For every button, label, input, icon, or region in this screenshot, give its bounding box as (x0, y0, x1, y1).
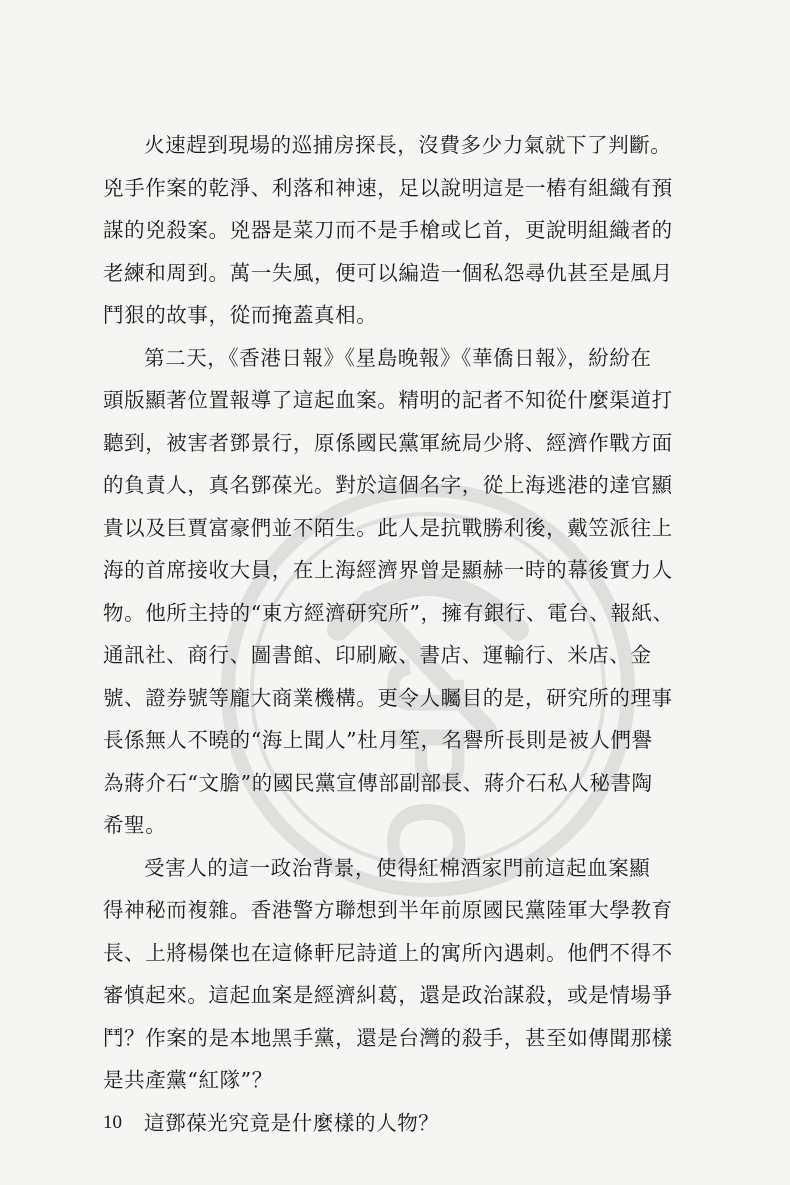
paragraph-line: 貴以及巨賈富豪們並不陌生。此人是抗戰勝利後，戴笠派往上 (103, 515, 673, 540)
paragraph-line: 是共產黨“紅隊”？ (103, 1068, 273, 1092)
paragraph-line: 物。他所主持的“東方經濟研究所”，擁有銀行、電台、報紙、 (103, 600, 674, 625)
paragraph-line: 號、證券號等龐大商業機構。更令人矚目的是，研究所的理事 (103, 685, 673, 710)
page-number: 10 (103, 1112, 122, 1133)
paragraph-line: 這鄧葆光究竟是什麼樣的人物？ (144, 1110, 440, 1135)
body-text (103, 124, 674, 1144)
paragraph-line: 海的首席接收大員，在上海經濟界曾是顯赫一時的幕後實力人 (103, 558, 673, 582)
paragraph-line: 長係無人不曉的“海上聞人”杜月笙，名譽所長則是被人們譽 (103, 728, 653, 752)
paragraph-line: 聽到，被害者鄧景行，原係國民黨軍統局少將、經濟作戰方面 (103, 430, 673, 455)
paragraph-line: 火速趕到現場的巡捕房探長，沒費多少力氣就下了判斷。 (144, 133, 672, 157)
watermark-text: JPC (364, 657, 487, 883)
paragraph-line: 老練和周到。萬一失風，便可以編造一個私怨尋仇甚至是風月 (103, 260, 673, 285)
paragraph-line: 兇手作案的乾淨、利落和神速，足以說明這是一樁有組織有預 (103, 175, 673, 200)
paragraph-line: 得神秘而複雜。香港警方聯想到半年前原國民黨陸軍大學教育 (103, 898, 673, 922)
paragraph-line: 希聖。 (103, 813, 167, 837)
paragraph-line: 的負責人，真名鄧葆光。對於這個名字，從上海逃港的達官顯 (103, 473, 673, 497)
paragraph-line: 鬥？作案的是本地黑手黨，還是台灣的殺手，甚至如傳聞那樣 (103, 1025, 673, 1050)
paragraph-line: 鬥狠的故事，從而掩蓋真相。 (103, 303, 378, 327)
paragraph-line: 通訊社、商行、圖書館、印刷廠、書店、運輸行、米店、金 (103, 643, 652, 667)
paragraph-line: 謀的兇殺案。兇器是菜刀而不是手槍或匕首，更說明組織者的 (103, 218, 673, 242)
paragraph-line: 第二天，《香港日報》《星島晚報》《華僑日報》，紛紛在 (144, 345, 652, 370)
paragraph-line: 為蔣介石“文膽”的國民黨宣傳部副部長、蔣介石私人秘書陶 (103, 770, 653, 795)
paragraph-line: 受害人的這一政治背景，使得紅棉酒家門前這起血案顯 (144, 855, 651, 880)
paragraph-line: 頭版顯著位置報導了這起血案。精明的記者不知從什麼渠道打 (103, 388, 673, 412)
paragraph-line: 長、上將楊傑也在這條軒尼詩道上的寓所內遇刺。他們不得不 (103, 940, 673, 965)
paragraph-line: 審慎起來。這起血案是經濟糾葛，還是政治謀殺，或是情場爭 (103, 983, 673, 1007)
